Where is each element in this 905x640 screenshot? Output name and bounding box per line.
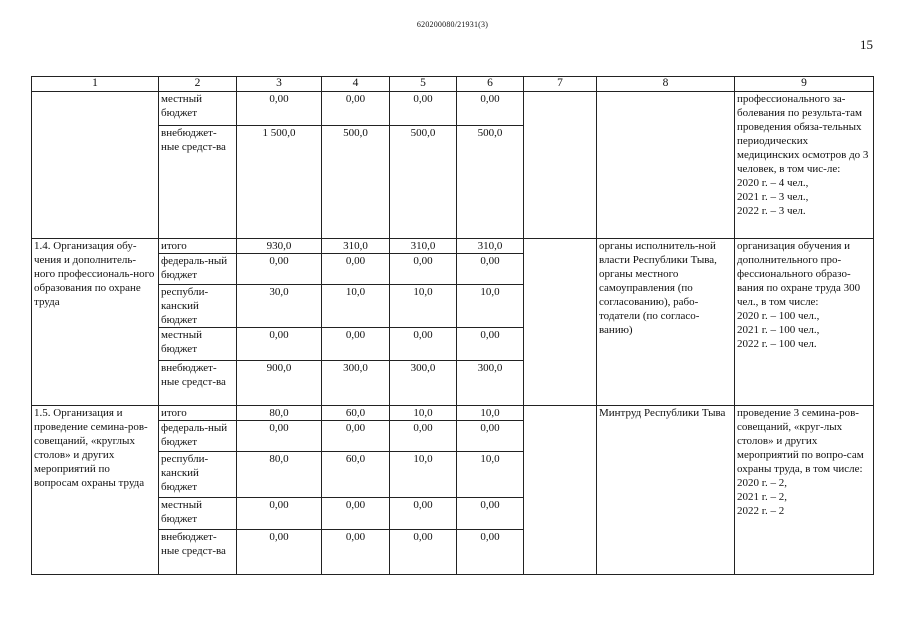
value-col-3: 0,00 xyxy=(237,254,322,285)
value-col-4: 500,0 xyxy=(322,126,390,239)
item-1-5-name: 1.5. Организация и проведение семина-ров-совещаний, «круглых столов» и других мероприятий по вопросам охраны труда xyxy=(32,406,159,575)
funding-source: местный бюджет xyxy=(159,498,237,530)
header-col-6: 6 xyxy=(457,77,524,92)
funding-source: внебюджет-ные средст-ва xyxy=(159,126,237,239)
value-col-6: 0,00 xyxy=(457,254,524,285)
value-col-6: 10,0 xyxy=(457,285,524,328)
value-col-4: 60,0 xyxy=(322,452,390,498)
funding-source: итого xyxy=(159,239,237,254)
item-1-4-name: 1.4. Организация обу-чения и дополнитель-ного профессиональ-ного образования по охране труда xyxy=(32,239,159,406)
value-col-4: 60,0 xyxy=(322,406,390,421)
value-col-4: 0,00 xyxy=(322,92,390,126)
value-col-5: 500,0 xyxy=(390,126,457,239)
value-col-4: 300,0 xyxy=(322,361,390,406)
value-col-3: 0,00 xyxy=(237,530,322,575)
value-col-6: 0,00 xyxy=(457,92,524,126)
value-col-6: 0,00 xyxy=(457,328,524,361)
value-col-3: 0,00 xyxy=(237,421,322,452)
document-id: 620200080/21931(3) xyxy=(416,20,489,29)
funding-source: внебюджет-ные средст-ва xyxy=(159,361,237,406)
cont-col-7 xyxy=(524,92,597,239)
value-col-5: 0,00 xyxy=(390,92,457,126)
header-col-1: 1 xyxy=(32,77,159,92)
value-col-6: 0,00 xyxy=(457,421,524,452)
table-row xyxy=(32,239,874,254)
funding-source: местный бюджет xyxy=(159,92,237,126)
funding-source: итого xyxy=(159,406,237,421)
header-col-3: 3 xyxy=(237,77,322,92)
value-col-3: 0,00 xyxy=(237,498,322,530)
value-col-5: 10,0 xyxy=(390,452,457,498)
funding-source: республи-канский бюджет xyxy=(159,452,237,498)
funding-source: местный бюджет xyxy=(159,328,237,361)
value-col-4: 0,00 xyxy=(322,254,390,285)
table-row xyxy=(32,406,874,421)
header-col-2: 2 xyxy=(159,77,237,92)
header-col-4: 4 xyxy=(322,77,390,92)
value-col-6: 10,0 xyxy=(457,406,524,421)
funding-source: внебюджет-ные средст-ва xyxy=(159,530,237,575)
value-col-3: 900,0 xyxy=(237,361,322,406)
value-col-5: 0,00 xyxy=(390,530,457,575)
item-1-4-col-7 xyxy=(524,239,597,406)
value-col-5: 0,00 xyxy=(390,254,457,285)
cont-executor-cell xyxy=(597,92,735,239)
value-col-5: 300,0 xyxy=(390,361,457,406)
value-col-5: 0,00 xyxy=(390,328,457,361)
value-col-6: 500,0 xyxy=(457,126,524,239)
header-col-7: 7 xyxy=(524,77,597,92)
value-col-4: 0,00 xyxy=(322,530,390,575)
value-col-6: 10,0 xyxy=(457,452,524,498)
item-1-4-result xyxy=(735,239,874,406)
page-number: 15 xyxy=(860,37,873,52)
item-1-5-col-7 xyxy=(524,406,597,575)
value-col-5: 0,00 xyxy=(390,498,457,530)
header-col-9: 9 xyxy=(735,77,874,92)
value-col-3: 0,00 xyxy=(237,328,322,361)
funding-source: федераль-ный бюджет xyxy=(159,254,237,285)
cont-result-cell xyxy=(735,92,874,239)
item-1-5-executor: Минтруд Республики Тыва xyxy=(597,406,735,575)
item-1-4-executor: органы исполнитель-ной власти Республики Тыва, органы местного самоуправления (по согласованию), рабо-тодатели (по согласо-ванию) xyxy=(597,239,735,406)
header-col-5: 5 xyxy=(390,77,457,92)
value-col-6: 310,0 xyxy=(457,239,524,254)
value-col-5: 0,00 xyxy=(390,421,457,452)
header-col-8: 8 xyxy=(597,77,735,92)
item-1-5-result-text: проведение 3 семина-ров-совещаний, «круг-лых столов» и других мероприятий по вопро-сам охраны труда, в том числе: 2020 г. – 2, 2021 г. – 2, 2022 г. – 2 xyxy=(737,407,864,517)
value-col-3: 80,0 xyxy=(237,406,322,421)
value-col-4: 310,0 xyxy=(322,239,390,254)
funding-source: федераль-ный бюджет xyxy=(159,421,237,452)
value-col-5: 310,0 xyxy=(390,239,457,254)
value-col-3: 930,0 xyxy=(237,239,322,254)
cont-result-text: профессионального за-болевания по результа-там проведения обяза-тельных периодических медицинских осмотров до 3 человек, в том чис-ле: 2020 г. – 4 чел., 2021 г. – 3 чел., 2022 г. – 3 чел. xyxy=(737,93,869,217)
value-col-4: 0,00 xyxy=(322,328,390,361)
value-col-5: 10,0 xyxy=(390,406,457,421)
value-col-6: 0,00 xyxy=(457,498,524,530)
value-col-3: 30,0 xyxy=(237,285,322,328)
value-col-6: 0,00 xyxy=(457,530,524,575)
value-col-5: 10,0 xyxy=(390,285,457,328)
item-1-4-result-text: организация обучения и дополнительного про-фессионального образо-вания по охране труда 300 чел., в том числе: 2020 г. – 100 чел., 2021 г. – 100 чел., 2022 г. – 100 чел. xyxy=(737,240,861,350)
funding-source: республи-канский бюджет xyxy=(159,285,237,328)
value-col-4: 0,00 xyxy=(322,498,390,530)
value-col-3: 80,0 xyxy=(237,452,322,498)
header-row xyxy=(32,77,874,92)
value-col-3: 0,00 xyxy=(237,92,322,126)
value-col-6: 300,0 xyxy=(457,361,524,406)
value-col-3: 1 500,0 xyxy=(237,126,322,239)
cont-name-cell xyxy=(32,92,159,239)
value-col-4: 0,00 xyxy=(322,421,390,452)
table-row xyxy=(32,92,874,126)
item-1-5-result xyxy=(735,406,874,575)
program-table xyxy=(31,76,874,575)
value-col-4: 10,0 xyxy=(322,285,390,328)
